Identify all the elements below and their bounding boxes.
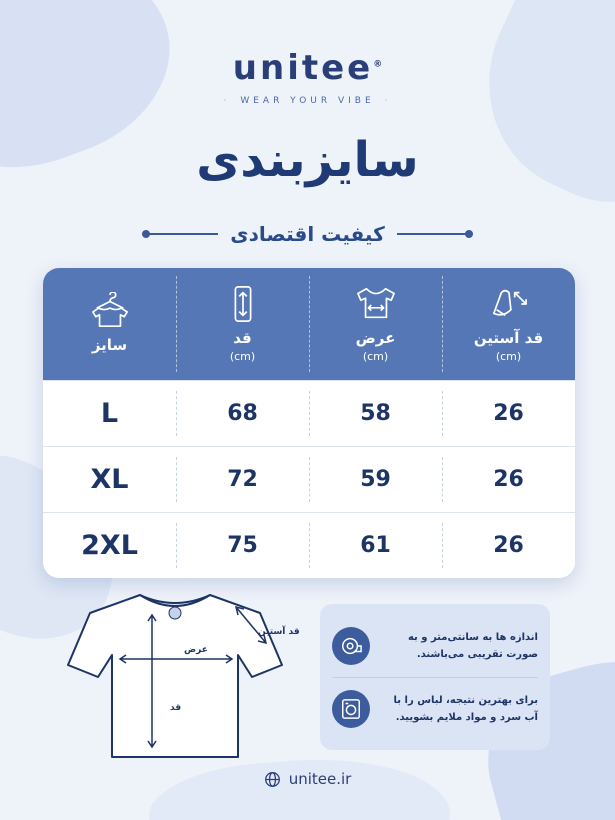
footer: [0, 770, 615, 788]
tshirt-outline-icon: [60, 585, 320, 765]
tshirt-measurement-diagram: [60, 585, 320, 765]
info-box: [320, 604, 550, 750]
diagram-length-label: قد: [170, 703, 182, 713]
table-header: [43, 268, 575, 380]
sleeve-cell: 26: [442, 513, 575, 578]
table-row: [43, 380, 575, 446]
header-sleeve: قد آستین (cm): [442, 268, 575, 380]
sleeve-cell: 26: [442, 381, 575, 446]
washing-machine-icon: [332, 690, 370, 728]
length-cell: 68: [176, 381, 309, 446]
brand-tagline: · WEAR YOUR VIBE ·: [223, 96, 392, 106]
size-cell: 2XL: [81, 530, 138, 561]
size-cell: XL: [90, 464, 129, 495]
diagram-sleeve-label: قد آستین: [258, 627, 300, 637]
sleeve-cell: 26: [442, 447, 575, 512]
length-cell: 72: [176, 447, 309, 512]
width-cell: 61: [309, 513, 442, 578]
header-width: عرض (cm): [309, 268, 442, 380]
size-cell: L: [100, 398, 119, 429]
shirt-width-icon: [355, 285, 397, 323]
header-length: قد (cm): [176, 268, 309, 380]
hanger-shirt-icon: [89, 292, 131, 330]
page-title: سایزبندی: [196, 132, 419, 188]
subtitle-row: [0, 222, 615, 246]
brand-header: [0, 48, 615, 106]
info-text-units: اندازه ها به سانتی‌متر و به صورت تقریبی می‌باشند.: [407, 631, 538, 660]
diagram-width-label: عرض: [184, 645, 208, 655]
size-table: [43, 268, 575, 578]
decorative-line: [397, 233, 467, 235]
table-row: [43, 446, 575, 512]
website-link[interactable]: unitee.ir: [288, 770, 352, 788]
background-brush-stroke: [451, 0, 615, 239]
width-cell: 59: [309, 447, 442, 512]
length-cell: 75: [176, 513, 309, 578]
width-cell: 58: [309, 381, 442, 446]
info-text-washing: برای بهترین نتیجه، لباس را با آب سرد و مواد ملایم بشویید.: [393, 695, 538, 723]
sleeve-length-icon: [488, 285, 530, 323]
info-item: [332, 614, 538, 677]
page-subtitle: کیفیت اقتصادی: [230, 222, 385, 246]
table-row: [43, 512, 575, 578]
vertical-measure-icon: [222, 285, 264, 323]
decorative-line: [148, 233, 218, 235]
info-item: [332, 677, 538, 740]
brand-logo: unitee®: [232, 48, 383, 88]
header-size: سایز: [43, 268, 176, 380]
measuring-tape-icon: [332, 627, 370, 665]
globe-icon: [264, 771, 281, 788]
